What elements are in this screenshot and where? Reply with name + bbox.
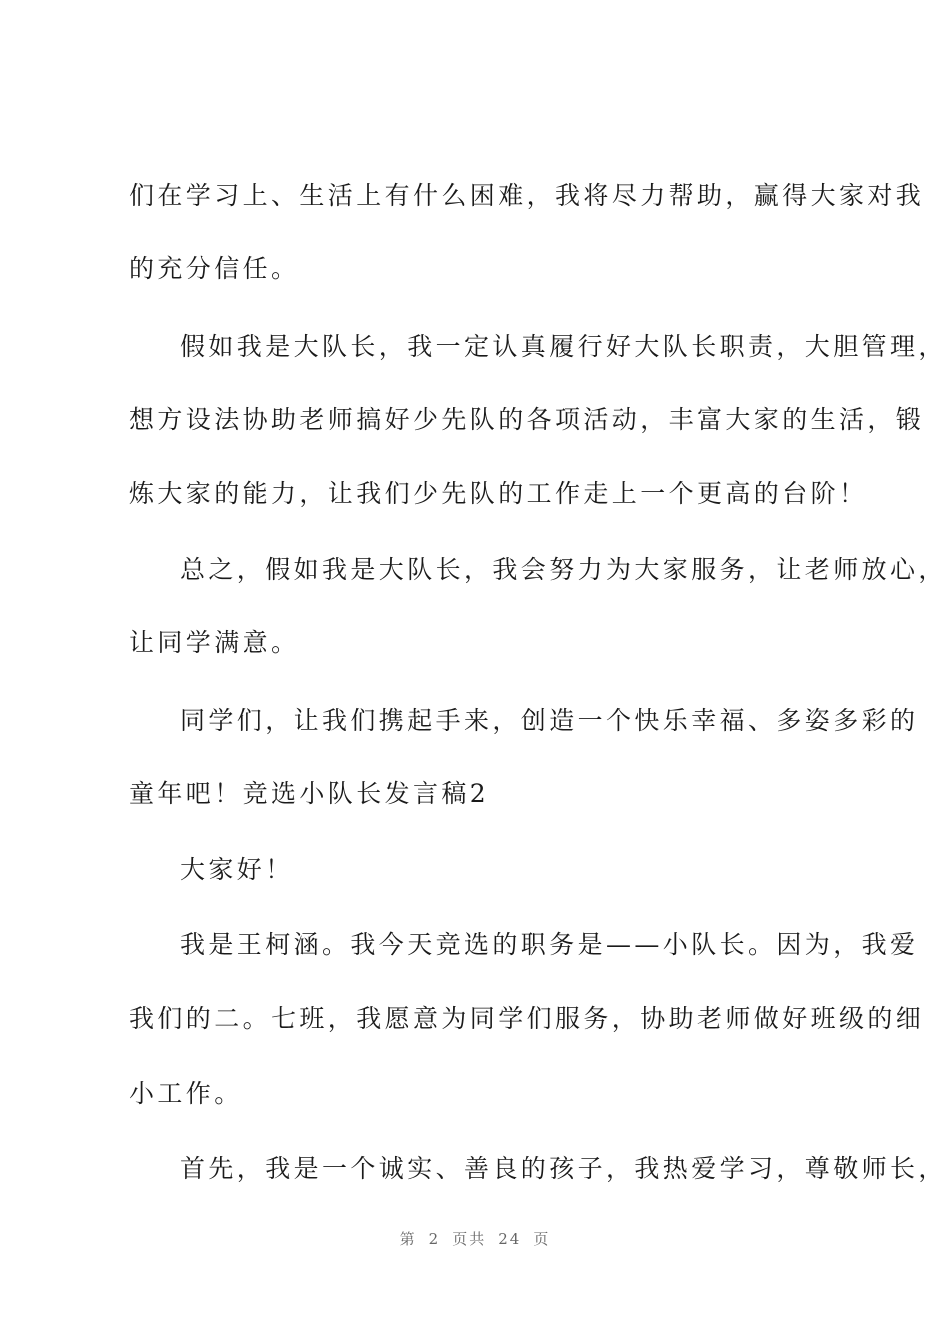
text-line: 们在学习上、生活上有什么困难，我将尽力帮助，赢得大家对我 [129, 181, 925, 210]
text-line: 炼大家的能力，让我们少先队的工作走上一个更高的台阶！ [129, 479, 868, 508]
paragraph-first-line: 假如我是大队长，我一定认真履行好大队长职责，大胆管理， [180, 332, 947, 361]
text-line: 小工作。 [129, 1079, 243, 1108]
paragraph-first-line: 大家好！ [180, 855, 294, 884]
text-line: 的充分信任。 [129, 254, 300, 283]
paragraph-first-line: 我是王柯涵。我今天竞选的职务是——小队长。因为，我爱 [180, 930, 919, 959]
text-line: 我们的二。七班，我愿意为同学们服务，协助老师做好班级的细 [129, 1004, 925, 1033]
paragraph-first-line: 同学们，让我们携起手来，创造一个快乐幸福、多姿多彩的 [180, 706, 919, 735]
footer-label: 页 [533, 1230, 551, 1248]
footer-label: 第 [399, 1230, 417, 1248]
text-line: 童年吧！竞选小队长发言稿2 [129, 779, 490, 808]
footer-label: 页共 [452, 1230, 487, 1248]
paragraph-first-line: 首先，我是一个诚实、善良的孩子，我热爱学习，尊敬师长， [180, 1154, 947, 1183]
text-line: 让同学满意。 [129, 628, 300, 657]
paragraph-first-line: 总之，假如我是大队长，我会努力为大家服务，让老师放心， [180, 555, 947, 584]
footer-page-total: 24 [498, 1230, 522, 1248]
page-footer [0, 1228, 950, 1249]
text-line: 想方设法协助老师搞好少先队的各项活动，丰富大家的生活，锻 [129, 405, 925, 434]
footer-page-current: 2 [428, 1230, 441, 1248]
